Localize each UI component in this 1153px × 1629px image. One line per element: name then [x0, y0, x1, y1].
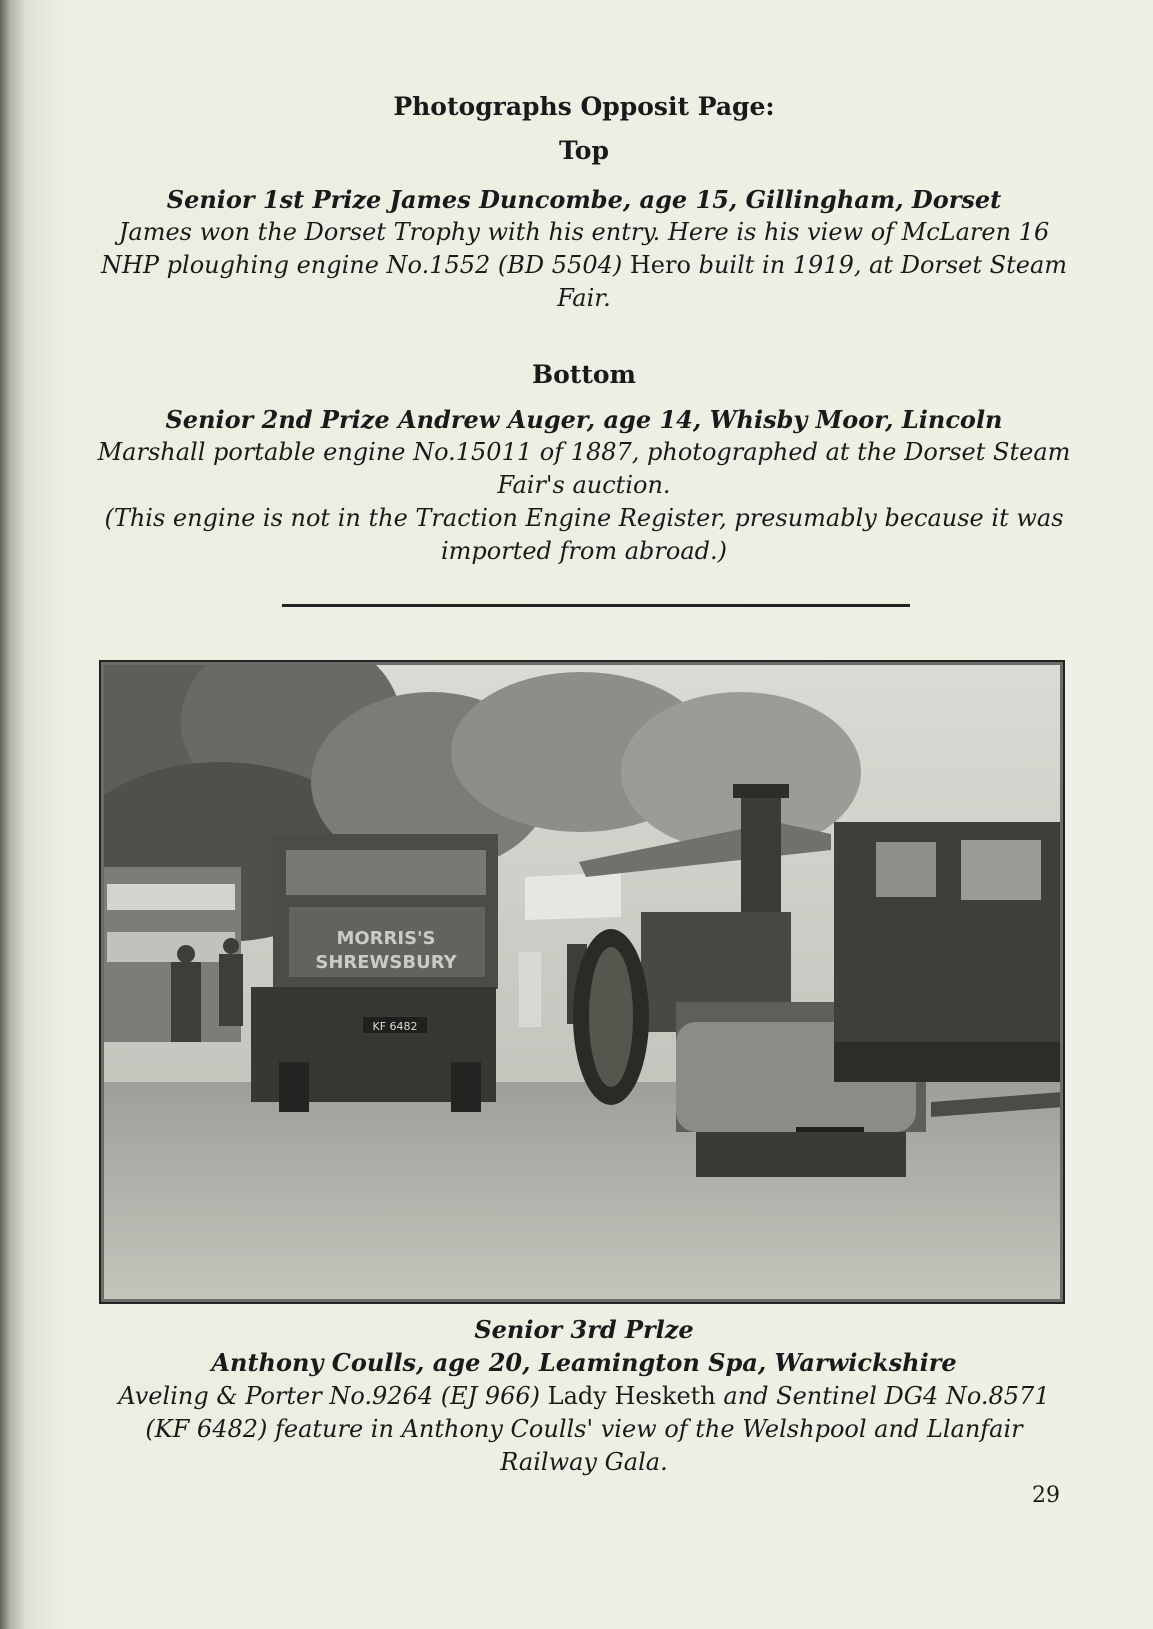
- top-description-text-2: built in 1919, at Dorset Steam Fair.: [557, 251, 1068, 312]
- top-description-text-1: James won the Dorset Trophy with his entry. Here is his view of McLaren 16 NHP ploughing engine No.1552 (BD 5504): [100, 218, 1050, 279]
- sentinel-lorry: [251, 834, 498, 1112]
- caption-description: [95, 1380, 1073, 1479]
- lorry-sign-line-1: MORRIS'S: [336, 928, 436, 949]
- photo-illustration: [101, 662, 1063, 1302]
- top-section-heading: Top: [559, 136, 609, 165]
- top-prize-title: Senior 1st Prize James Duncombe, age 15, Gillingham, Dorset: [166, 185, 1002, 214]
- top-description: [95, 216, 1073, 315]
- section-divider: [282, 604, 910, 607]
- tent-canopy: [525, 872, 621, 920]
- locomotive: [834, 822, 1063, 1117]
- caption-description-text-2: and Sentinel DG4 No.8571 (KF 6482) feature in Anthony Coulls' view of the Welshpool and Llanfair Railway Gala.: [145, 1382, 1050, 1476]
- page-title: Photographs Opposit Page:: [393, 92, 775, 121]
- bottom-description: Marshall portable engine No.15011 of 1887, photographed at the Dorset Steam Fair's auction.: [97, 438, 1071, 499]
- bottom-section-heading: Bottom: [531, 360, 637, 389]
- steam-rally-photo: [99, 660, 1065, 1304]
- caption-entrant: Anthony Coulls, age 20, Leamington Spa, Warwickshire: [211, 1348, 957, 1377]
- bottom-note: (This engine is not in the Traction Engine Register, presumably because it was imported from abroad.): [104, 504, 1064, 565]
- caption-prize: Senior 3rd Prlze: [474, 1315, 694, 1344]
- top-engine-name: Hero: [629, 251, 691, 279]
- page-number: 29: [1032, 1483, 1060, 1508]
- bottom-prize-title: Senior 2nd Prize Andrew Auger, age 14, Whisby Moor, Lincoln: [165, 405, 1003, 434]
- caption-engine-name: Lady Hesketh: [547, 1382, 716, 1410]
- lorry-sign-line-2: SHREWSBURY: [315, 952, 457, 973]
- lorry-number-plate: KF 6482: [372, 1020, 418, 1033]
- caption-description-text-1: Aveling & Porter No.9264 (EJ 966): [118, 1382, 541, 1410]
